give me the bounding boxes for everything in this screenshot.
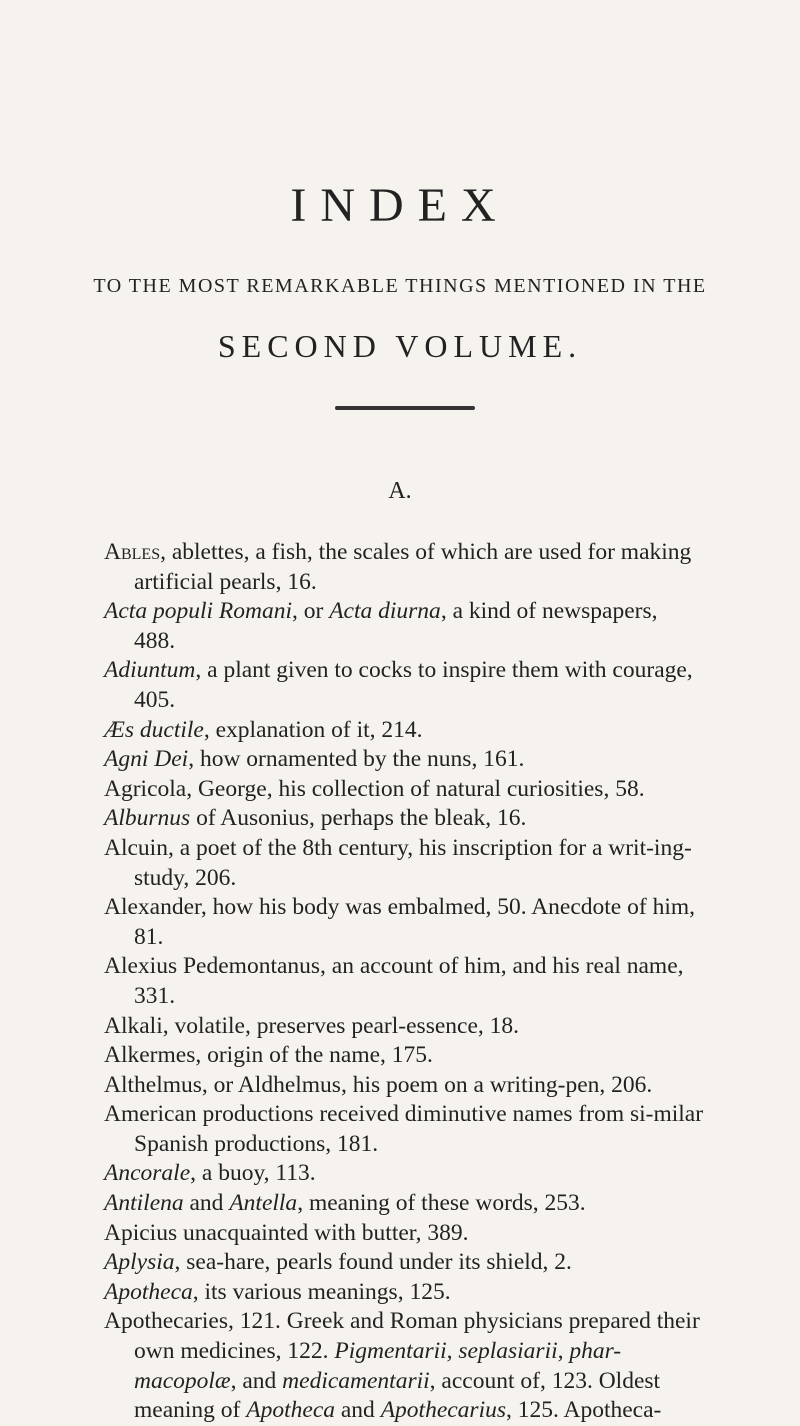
entry-text: American productions received diminutive names from si-milar Spanish productions, 181. — [104, 1101, 704, 1157]
index-entry — [104, 834, 704, 893]
index-entry — [104, 1012, 704, 1042]
entry-text: , ablettes, a fish, the scales of which are used for making artificial pearls, 16. — [134, 539, 692, 595]
entry-text: Apothecarius — [380, 1397, 507, 1424]
entry-text: Althelmus, or Aldhelmus, his poem on a writing-pen, 206. — [104, 1071, 653, 1098]
index-title: INDEX — [290, 179, 510, 232]
entry-text: Pigmentarii, seplasiarii, phar-macopolæ — [134, 1338, 622, 1394]
index-entry — [104, 745, 704, 775]
entry-text: , account of, 123. Oldest meaning of — [134, 1367, 661, 1424]
entry-text: medicamentarii — [282, 1367, 430, 1394]
entry-text: , explanation of it, 214. — [203, 716, 423, 743]
entry-text: , meaning of these words, 253. — [297, 1190, 586, 1217]
entry-text: , a kind of newspapers, 488. — [134, 598, 658, 654]
entry-text: Apotheca — [246, 1397, 335, 1424]
entry-text: Agricola, George, his collection of natural curiosities, 58. — [104, 775, 645, 802]
index-entry — [104, 1100, 704, 1159]
entry-text: Agni Dei — [104, 746, 189, 773]
index-entry — [104, 1307, 704, 1425]
entry-text: , 125. Apotheca- — [506, 1397, 662, 1424]
volume-heading: SECOND VOLUME. — [217, 328, 583, 364]
section-letter: A. — [388, 478, 412, 504]
entry-text: Alburnus — [104, 805, 191, 832]
index-entry — [104, 775, 704, 805]
entry-text: , a buoy, 113. — [190, 1160, 316, 1187]
index-entry — [104, 1041, 704, 1071]
index-subtitle: TO THE MOST REMARKABLE THINGS MENTIONED IN THE — [93, 275, 707, 297]
entry-text: Alkali, volatile, preserves pearl-essence, 18. — [104, 1012, 520, 1039]
entry-text: Alcuin, a poet of the 8th century, his inscription for a writ-ing-study, 206. — [104, 834, 692, 891]
entry-text: of Ausonius, perhaps the bleak, 16. — [190, 805, 527, 832]
entry-text: Ancorale — [104, 1160, 191, 1187]
index-entry — [104, 893, 704, 952]
index-entries — [104, 538, 704, 1426]
index-entry — [104, 716, 704, 746]
index-entry — [104, 1248, 704, 1278]
index-entry — [104, 952, 704, 1011]
entry-text: Apicius unacquainted with butter, 389. — [104, 1219, 469, 1246]
index-entry — [104, 1071, 704, 1101]
entry-text: Acta diurna — [329, 598, 441, 625]
index-entry — [104, 656, 704, 715]
entry-text: Alexius Pedemontanus, an account of him, and his real name, 331. — [104, 953, 684, 1009]
entry-text: Alexander, how his body was embalmed, 50. Anecdote of him, 81. — [104, 894, 695, 950]
entry-text: Ables — [104, 539, 161, 565]
entry-text: , how ornamented by the nuns, 161. — [188, 746, 525, 773]
entry-text: Æs ductile — [104, 716, 204, 743]
entry-text: , and — [230, 1367, 283, 1394]
index-entry — [104, 1278, 704, 1308]
index-entry — [104, 1159, 704, 1189]
index-entry — [104, 597, 704, 656]
entry-text: Aplysia — [104, 1249, 175, 1276]
entry-text: Apothecaries, 121. Greek and Roman physicians prepared their own medicines, 122. — [104, 1308, 700, 1365]
index-entry — [104, 1219, 704, 1249]
entry-text: , a plant given to cocks to inspire them with courage, 405. — [134, 657, 693, 713]
entry-text: Antella — [229, 1190, 298, 1217]
entry-text: , its various meanings, 125. — [192, 1278, 451, 1305]
entry-text: , or — [291, 598, 330, 625]
entry-text: , sea-hare, pearls found under its shield, 2. — [174, 1249, 572, 1276]
index-entry — [104, 804, 704, 834]
index-entry — [104, 538, 704, 597]
entry-text: Apotheca — [104, 1278, 193, 1305]
divider-rule — [335, 406, 475, 410]
entry-text: and — [335, 1397, 381, 1424]
entry-text: and — [183, 1190, 230, 1217]
entry-text: Alkermes, origin of the name, 175. — [104, 1042, 433, 1069]
entry-text: Acta populi Romani — [104, 598, 292, 625]
index-entry — [104, 1189, 704, 1219]
entry-text: Antilena — [104, 1190, 184, 1217]
entry-text: Adiuntum — [104, 657, 196, 684]
